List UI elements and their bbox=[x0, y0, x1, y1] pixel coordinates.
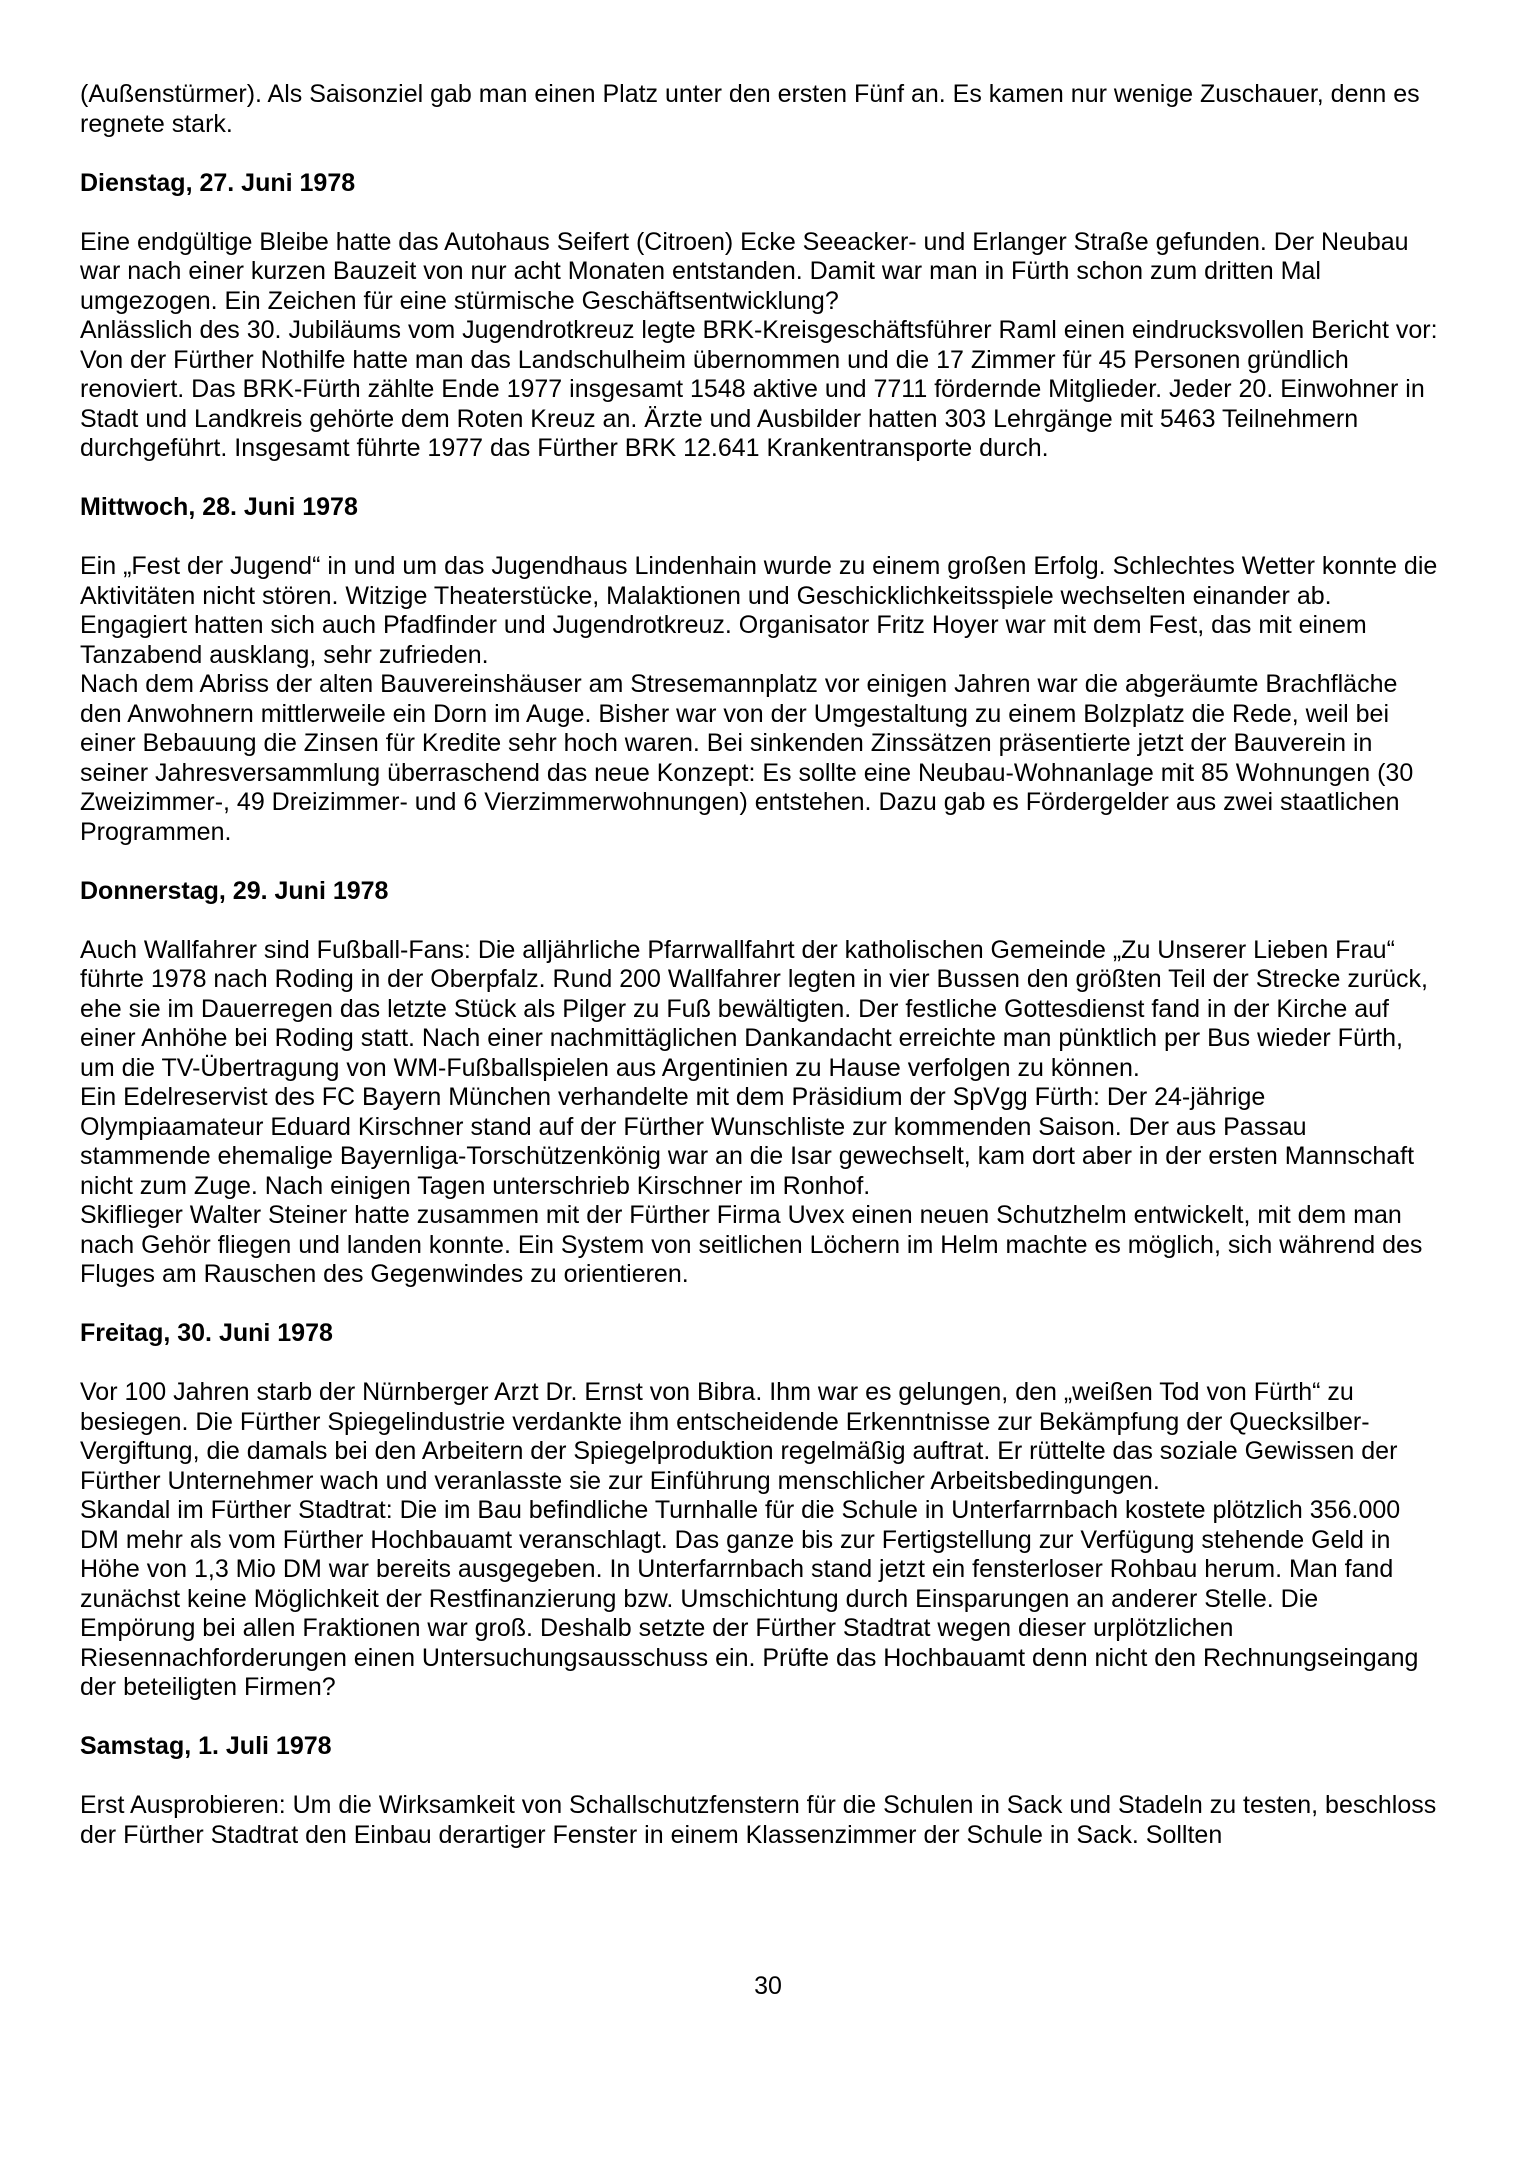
date-heading: Samstag, 1. Juli 1978 bbox=[80, 1732, 332, 1760]
body-paragraph: Vor 100 Jahren starb der Nürnberger Arzt Dr. Ernst von Bibra. Ihm war es gelungen, den „weißen Tod von Fürth“ zu besiegen. Die Fürther Spiegelindustrie verdankte ihm entscheidende Erkenntnisse zur Bekämpfung der Quecksilber-Vergiftung, die damals bei den Arbeitern der Spiegelproduktion regelmäßig auftrat. Er rüttelte das soziale Gewissen der Fürther Unternehmer wach und veranlasste sie zur Einführung menschlicher Arbeitsbedingungen. bbox=[80, 1378, 1398, 1495]
date-heading: Dienstag, 27. Juni 1978 bbox=[80, 168, 356, 197]
body-paragraph: Skandal im Fürther Stadtrat: Die im Bau befindliche Turnhalle für die Schule in Unterfarrnbach kostete plötzlich 356.000 DM mehr als vom Fürther Hochbauamt veranschlagt. Das ganze bis zur Fertigstellung zur Verfügung stehende Geld in Höhe von 1,3 Mio DM war bereits ausgegeben. In Unterfarrnbach stand jetzt ein fensterloser Rohbau herum. Man fand zunächst keine Möglichkeit der Restfinanzierung bzw. Umschichtung durch Einsparungen an anderer Stelle. Die Empörung bei allen Fraktionen war groß. Deshalb setzte der Fürther Stadtrat wegen dieser urplötzlichen Riesennachforderungen einen Untersuchungsausschuss ein. Prüfte das Hochbauamt denn nicht den Rechnungseingang der beteiligten Firmen? bbox=[80, 1496, 1419, 1701]
page-footer bbox=[0, 1972, 1536, 2002]
body-paragraph: Anlässlich des 30. Jubiläums vom Jugendrotkreuz legte BRK-Kreisgeschäftsführer Raml einen eindrucksvollen Bericht vor: Von der Fürther Nothilfe hatte man das Landschulheim übernommen und die 17 Zimmer für 45 Personen gründlich renoviert. Das BRK-Fürth zählte Ende 1977 insgesamt 1548 aktive und 7711 fördernde Mitglieder. Jeder 20. Einwohner in Stadt und Landkreis gehörte dem Roten Kreuz an. Ärzte und Ausbilder hatten 303 Lehrgänge mit 5463 Teilnehmern durchgeführt. Insgesamt führte 1977 das Fürther BRK 12.641 Krankentransporte durch. bbox=[80, 316, 1438, 462]
body-paragraph: Auch Wallfahrer sind Fußball-Fans: Die alljährliche Pfarrwallfahrt der katholischen Gemeinde „Zu Unserer Lieben Frau“ führte 1978 nach Roding in der Oberpfalz. Rund 200 Wallfahrer legten in vier Bussen den größten Teil der Strecke zurück, ehe sie im Dauerregen das letzte Stück als Pilger zu Fuß bewältigten. Der festliche Gottesdienst fand in der Kirche auf einer Anhöhe bei Roding statt. Nach einer nachmittäglichen Dankandacht erreichte man pünktlich per Bus wieder Fürth, um die TV-Übertragung von WM-Fußballspielen aus Argentinien zu Hause verfolgen zu können. bbox=[80, 935, 1428, 1082]
date-heading: Freitag, 30. Juni 1978 bbox=[80, 1319, 333, 1347]
body-paragraph: Erst Ausprobieren: Um die Wirksamkeit von Schallschutzfenstern für die Schulen in Sack und Stadeln zu testen, beschloss der Fürther Stadtrat den Einbau derartiger Fenster in einem Klassenzimmer der Schule in Sack. Sollten bbox=[80, 1791, 1437, 1849]
chronicle-section-intro bbox=[80, 80, 1440, 139]
page-number: 30 bbox=[754, 1972, 782, 2000]
body-paragraph: Skiflieger Walter Steiner hatte zusammen mit der Fürther Firma Uvex einen neuen Schutzhelm entwickelt, mit dem man nach Gehör fliegen und landen konnte. Ein System von seitlichen Löchern im Helm machte es möglich, sich während des Fluges am Rauschen des Gegenwindes zu orientieren. bbox=[80, 1201, 1423, 1288]
chronicle-section-mittwoch-28-juni bbox=[80, 493, 1440, 847]
body-paragraph: Nach dem Abriss der alten Bauvereinshäuser am Stresemannplatz vor einigen Jahren war die abgeräumte Brachfläche den Anwohnern mittlerweile ein Dorn im Auge. Bisher war von der Umgestaltung zu einem Bolzplatz die Rede, weil bei einer Bebauung die Zinsen für Kredite sehr hoch waren. Bei sinkenden Zinssätzen präsentierte jetzt der Bauverein in seiner Jahresversammlung überraschend das neue Konzept: Es sollte eine Neubau-Wohnanlage mit 85 Wohnungen (30 Zweizimmer-, 49 Dreizimmer- und 6 Vierzimmerwohnungen) entstehen. Dazu gab es Fördergelder aus zwei staatlichen Programmen. bbox=[80, 670, 1414, 846]
date-heading: Donnerstag, 29. Juni 1978 bbox=[80, 876, 389, 905]
chronicle-section-freitag-30-juni bbox=[80, 1319, 1440, 1703]
chronicle-section-samstag-1-juli bbox=[80, 1732, 1440, 1850]
date-heading: Mittwoch, 28. Juni 1978 bbox=[80, 493, 358, 521]
chronicle-section-dienstag-27-juni bbox=[80, 169, 1440, 464]
chronicle-section-donnerstag-29-juni bbox=[80, 877, 1440, 1290]
body-paragraph: Ein Edelreservist des FC Bayern München verhandelte mit dem Präsidium der SpVgg Fürth: Der 24-jährige Olympiaamateur Eduard Kirschner stand auf der Fürther Wunschliste zur kommenden Saison. Der aus Passau stammende ehemalige Bayernliga-Torschützenkönig war an die Isar gewechselt, kam dort aber in der ersten Mannschaft nicht zum Zuge. Nach einigen Tagen unterschrieb Kirschner im Ronhof. bbox=[80, 1083, 1415, 1200]
body-paragraph: (Außenstürmer). Als Saisonziel gab man einen Platz unter den ersten Fünf an. Es kamen nur wenige Zuschauer, denn es regnete stark. bbox=[80, 80, 1420, 138]
body-paragraph: Ein „Fest der Jugend“ in und um das Jugendhaus Lindenhain wurde zu einem großen Erfolg. Schlechtes Wetter konnte die Aktivitäten nicht stören. Witzige Theaterstücke, Malaktionen und Geschicklichkeitsspiele wechselten einander ab. Engagiert hatten sich auch Pfadfinder und Jugendrotkreuz. Organisator Fritz Hoyer war mit dem Fest, das mit einem Tanzabend ausklang, sehr zufrieden. bbox=[80, 552, 1438, 669]
body-paragraph: Eine endgültige Bleibe hatte das Autohaus Seifert (Citroen) Ecke Seeacker- und Erlanger Straße gefunden. Der Neubau war nach einer kurzen Bauzeit von nur acht Monaten entstanden. Damit war man in Fürth schon zum dritten Mal umgezogen. Ein Zeichen für eine stürmische Geschäftsentwicklung? bbox=[80, 227, 1409, 315]
